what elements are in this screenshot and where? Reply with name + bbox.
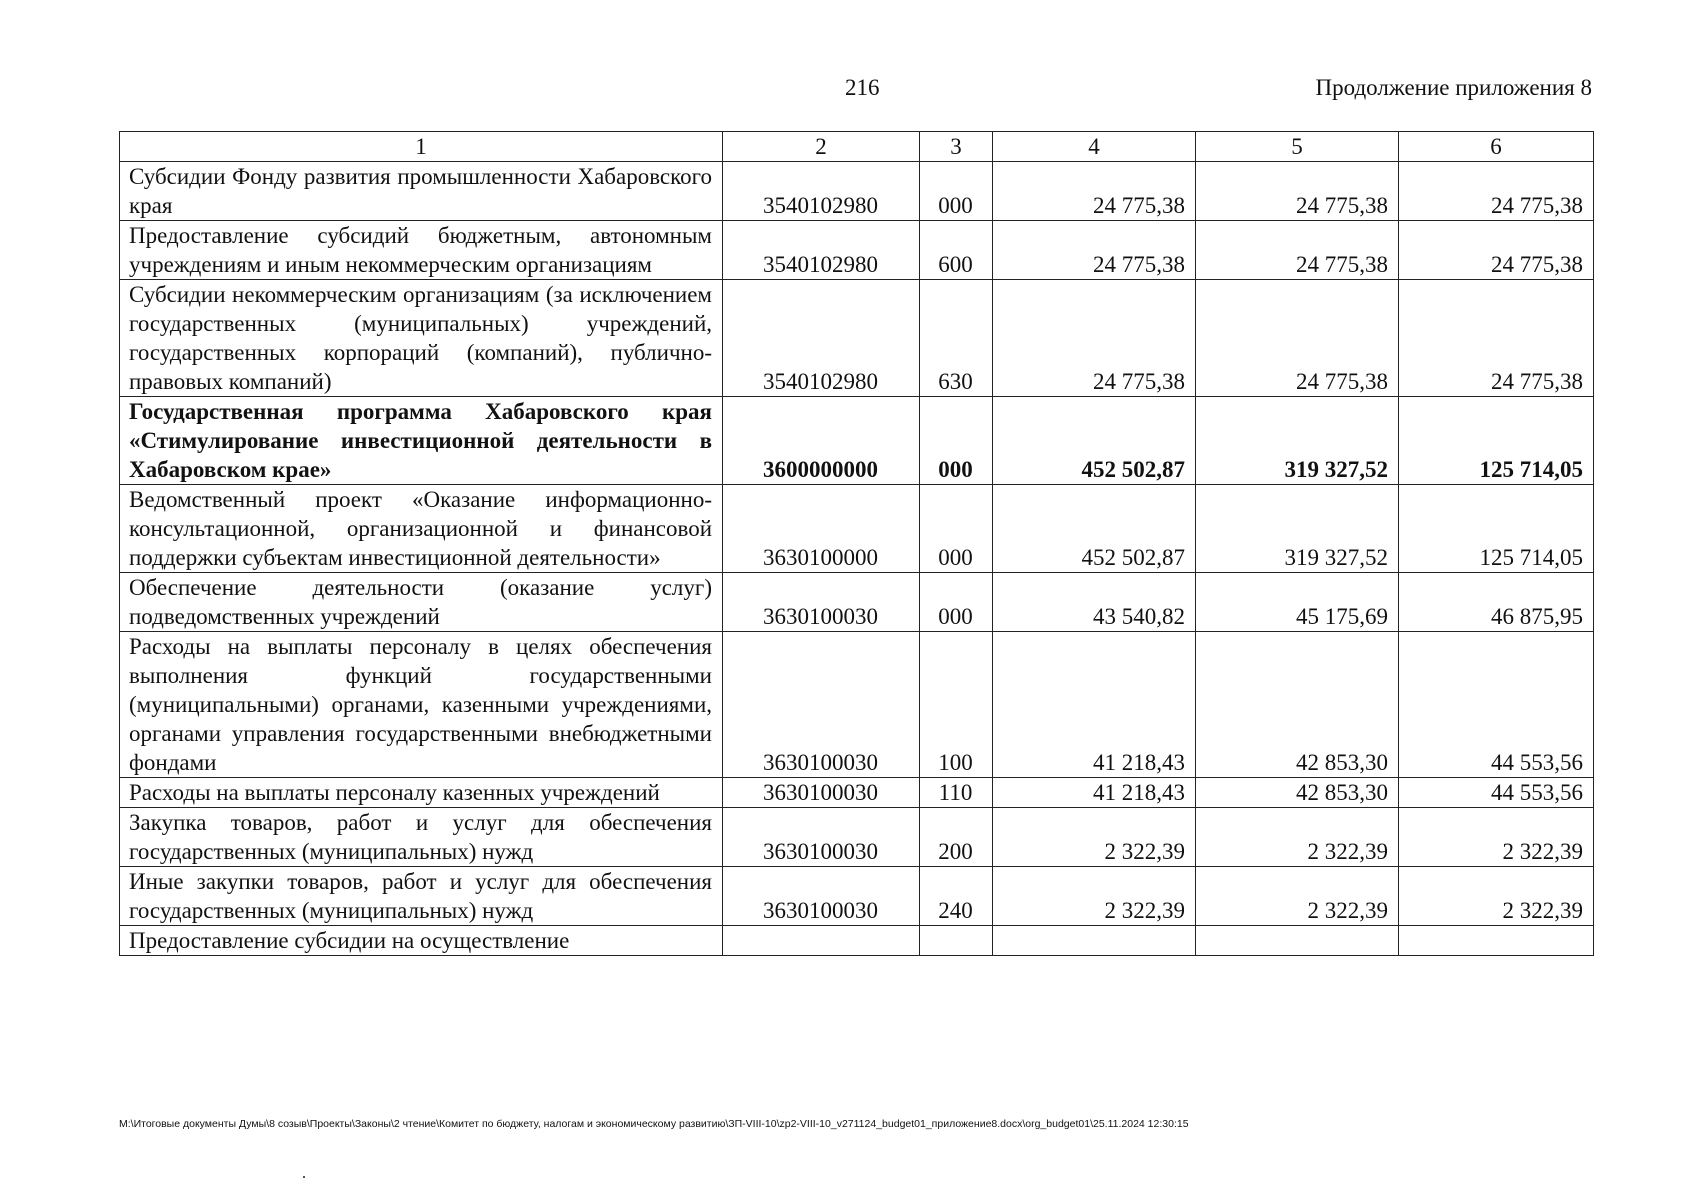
row-name-cell: Государственная программа Хабаровского края «Стимулирование инвестиционной деятельности в Хабаровском крае» [120,397,723,485]
amount-col5-cell: 42 853,30 [1196,778,1399,808]
amount-col6-cell: 46 875,95 [1399,573,1594,632]
amount-col5-cell: 24 775,38 [1196,280,1399,397]
amount-col5-cell: 24 775,38 [1196,221,1399,280]
target-article-code-cell: 3630100030 [723,632,920,778]
amount-col6-cell: 44 553,56 [1399,778,1594,808]
amount-col6-cell: 125 714,05 [1399,485,1594,573]
amount-col5-cell: 24 775,38 [1196,162,1399,221]
amount-col6-cell: 24 775,38 [1399,162,1594,221]
row-name-cell: Предоставление субсидии на осуществление [120,926,723,956]
column-number-header-row [120,132,1594,162]
amount-col5-cell: 319 327,52 [1196,397,1399,485]
row-name-cell: Предоставление субсидий бюджетным, автономным учреждениям и иным некоммерческим организациям [120,221,723,280]
row-name-cell: Закупка товаров, работ и услуг для обеспечения государственных (муниципальных) нужд [120,808,723,867]
expense-type-code-cell [920,926,993,956]
table-row [120,632,1594,778]
amount-col4-cell: 41 218,43 [993,632,1196,778]
row-name-cell: Субсидии некоммерческим организациям (за исключением государственных (муниципальных) учреждений, государственных корпораций (компаний), публично-правовых компаний) [120,280,723,397]
table-row [120,573,1594,632]
amount-col4-cell: 24 775,38 [993,162,1196,221]
expense-type-code-cell: 200 [920,808,993,867]
amount-col6-cell: 125 714,05 [1399,397,1594,485]
column-header-1: 1 [120,132,723,162]
scan-speck [303,1176,305,1178]
amount-col4-cell: 452 502,87 [993,485,1196,573]
budget-table [119,131,1594,956]
table-row [120,397,1594,485]
column-header-2: 2 [723,132,920,162]
expense-type-code-cell: 000 [920,573,993,632]
column-header-3: 3 [920,132,993,162]
amount-col4-cell: 24 775,38 [993,221,1196,280]
expense-type-code-cell: 000 [920,162,993,221]
appendix-continuation-label: Продолжение приложения 8 [1315,75,1592,100]
table-row [120,926,1594,956]
row-name-cell: Расходы на выплаты персоналу казенных учреждений [120,778,723,808]
target-article-code-cell: 3600000000 [723,397,920,485]
amount-col6-cell: 2 322,39 [1399,808,1594,867]
expense-type-code-cell: 240 [920,867,993,926]
amount-col6-cell: 24 775,38 [1399,221,1594,280]
amount-col5-cell: 2 322,39 [1196,808,1399,867]
amount-col4-cell: 452 502,87 [993,397,1196,485]
amount-col4-cell: 43 540,82 [993,573,1196,632]
amount-col4-cell: 24 775,38 [993,280,1196,397]
table-row [120,778,1594,808]
target-article-code-cell: 3630100000 [723,485,920,573]
expense-type-code-cell: 100 [920,632,993,778]
amount-col5-cell: 42 853,30 [1196,632,1399,778]
amount-col4-cell: 2 322,39 [993,867,1196,926]
target-article-code-cell [723,926,920,956]
table-row [120,808,1594,867]
page-number: 216 [845,75,880,100]
table-row [120,280,1594,397]
table-row [120,221,1594,280]
document-file-path: M:\Итоговые документы Думы\8 созыв\Проекты\Законы\2 чтение\Комитет по бюджету, налогам и экономическому развитию\ЗП-VIII-10\zp2-VIII-10_v271124_budget01_приложение8.docx\org_budget01\25.11.2024 12:30:15 [119,1118,1189,1130]
expense-type-code-cell: 000 [920,397,993,485]
row-name-cell: Расходы на выплаты персоналу в целях обеспечения выполнения функций государственными (муниципальными) органами, казенными учреждениями, органами управления государственными внебюджетными фондами [120,632,723,778]
target-article-code-cell: 3630100030 [723,808,920,867]
budget-table-body [120,162,1594,956]
row-name-cell: Субсидии Фонду развития промышленности Хабаровского края [120,162,723,221]
target-article-code-cell: 3630100030 [723,573,920,632]
amount-col4-cell: 41 218,43 [993,778,1196,808]
column-header-6: 6 [1399,132,1594,162]
table-row [120,485,1594,573]
table-row [120,867,1594,926]
amount-col6-cell: 24 775,38 [1399,280,1594,397]
amount-col5-cell: 45 175,69 [1196,573,1399,632]
amount-col6-cell: 2 322,39 [1399,867,1594,926]
row-name-cell: Обеспечение деятельности (оказание услуг) подведомственных учреждений [120,573,723,632]
expense-type-code-cell: 630 [920,280,993,397]
amount-col5-cell: 2 322,39 [1196,867,1399,926]
target-article-code-cell: 3540102980 [723,280,920,397]
target-article-code-cell: 3630100030 [723,867,920,926]
expense-type-code-cell: 000 [920,485,993,573]
amount-col4-cell [993,926,1196,956]
column-header-5: 5 [1196,132,1399,162]
target-article-code-cell: 3540102980 [723,221,920,280]
expense-type-code-cell: 110 [920,778,993,808]
amount-col5-cell: 319 327,52 [1196,485,1399,573]
column-header-4: 4 [993,132,1196,162]
table-row [120,162,1594,221]
amount-col6-cell: 44 553,56 [1399,632,1594,778]
row-name-cell: Иные закупки товаров, работ и услуг для обеспечения государственных (муниципальных) нужд [120,867,723,926]
amount-col5-cell [1196,926,1399,956]
expense-type-code-cell: 600 [920,221,993,280]
row-name-cell: Ведомственный проект «Оказание информационно-консультационной, организационной и финансовой поддержки субъектам инвестиционной деятельности» [120,485,723,573]
amount-col6-cell [1399,926,1594,956]
amount-col4-cell: 2 322,39 [993,808,1196,867]
target-article-code-cell: 3630100030 [723,778,920,808]
target-article-code-cell: 3540102980 [723,162,920,221]
